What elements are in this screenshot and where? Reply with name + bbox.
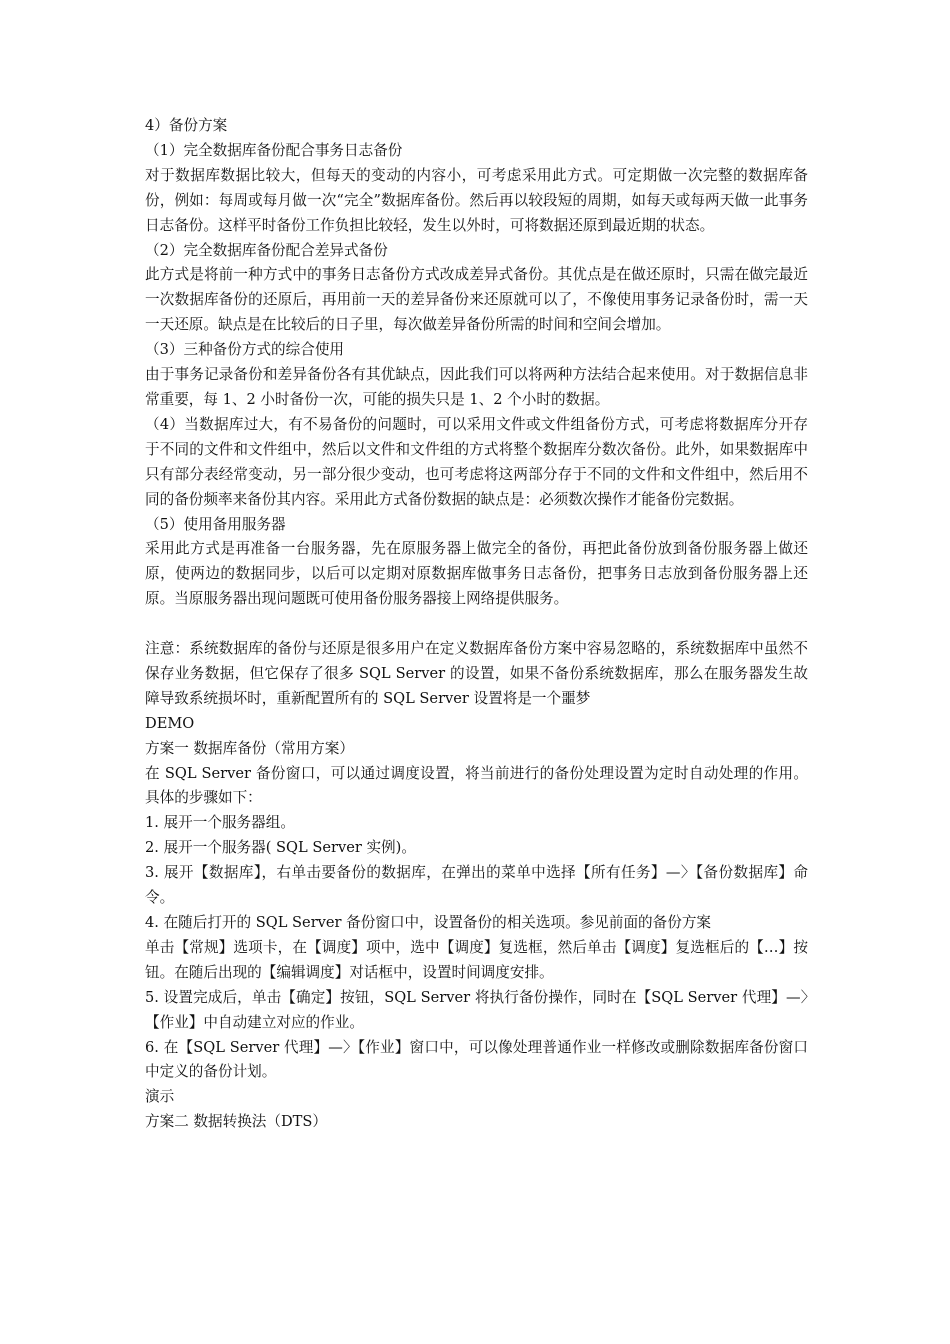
paragraph-standby-server: 采用此方式是再准备一台服务器，先在原服务器上做完全的备份，再把此备份放到备份服务器上做还原，使两边的数据同步，以后可以定期对原数据库做事务日志备份，把事务日志放到备份服务器上还原。当原服务器出现问题既可使用备份服务器接上网络提供服务。: [145, 540, 808, 608]
heading-plan-two: 方案二 数据转换法（DTS）: [145, 1113, 328, 1131]
paragraph-note-system-db: 注意：系统数据库的备份与还原是很多用户在定义数据库备份方案中容易忽略的，系统数据库中虽然不保存业务数据，但它保存了很多 SQL Server 的设置，如果不备份系统数据库，那么在服务器发生故障导致系统损坏时，重新配置所有的 SQL Server 设置将是一个噩梦: [145, 640, 808, 707]
paragraph-full-plus-differential: 此方式是将前一种方式中的事务日志备份方式改成差异式备份。其优点是在做还原时，只需在做完最近一次数据库备份的还原后，再用前一天的差异备份来还原就可以了，不像使用事务记录备份时，需一天一天还原。缺点是在比较后的日子里，每次做差异备份所需的时间和空间会增加。: [145, 266, 808, 334]
label-demo-chinese: 演示: [145, 1088, 175, 1106]
paragraph-file-group-backup: （4）当数据库过大，有不易备份的问题时，可以采用文件或文件组备份方式，可考虑将数据库分开存于不同的文件和文件组中，然后以文件和文件组的方式将整个数据库分数次备份。此外，如果数据库中只有部分表经常变动，另一部分很少变动，也可考虑将这两部分存于不同的文件和文件组中，然后用不同的备份频率来备份其内容。采用此方式备份数据的缺点是：必须数次操作才能备份完数据。: [145, 415, 808, 508]
subheading-combined-use: （3）三种备份方式的综合使用: [145, 341, 345, 359]
step-6: 6. 在【SQL Server 代理】—〉【作业】窗口中，可以像处理普通作业一样修改或删除数据库备份窗口中定义的备份计划。: [145, 1038, 808, 1081]
blank-line: [145, 612, 808, 637]
subheading-standby-server: （5）使用备用服务器: [145, 515, 286, 533]
step-2: 2. 展开一个服务器( SQL Server 实例)。: [145, 839, 416, 857]
paragraph-full-plus-log: 对于数据库数据比较大，但每天的变动的内容小，可考虑采用此方式。可定期做一次完整的数据库备份，例如：每周或每月做一次“完全”数据库备份。然后再以较段短的周期，如每天或每两天做一此事务日志备份。这样平时备份工作负担比较轻，发生以外时，可将数据还原到最近期的状态。: [145, 166, 808, 234]
paragraph-plan-one-intro: 在 SQL Server 备份窗口，可以通过调度设置，将当前进行的备份处理设置为定时自动处理的作用。具体的步骤如下：: [145, 764, 808, 807]
document-page: [145, 114, 808, 1135]
label-demo: DEMO: [145, 714, 195, 732]
step-3: 3. 展开【数据库】，右单击要备份的数据库，在弹出的菜单中选择【所有任务】—〉【备份数据库】命令。: [145, 864, 808, 907]
step-4-detail: 单击【常规】选项卡，在【调度】项中，选中【调度】复选框，然后单击【调度】复选框后的【…】按钮。在随后出现的【编辑调度】对话框中，设置时间调度安排。: [145, 938, 808, 981]
paragraph-combined-use: 由于事务记录备份和差异备份各有其优缺点，因此我们可以将两种方法结合起来使用。对于数据信息非常重要，每 1、2 小时备份一次，可能的损失只是 1、2 个小时的数据。: [145, 366, 808, 408]
section-heading-backup-plan: 4）备份方案: [145, 117, 228, 134]
subheading-full-plus-differential: （2）完全数据库备份配合差异式备份: [145, 241, 388, 259]
step-1: 1. 展开一个服务器组。: [145, 814, 295, 832]
step-5: 5. 设置完成后，单击【确定】按钮，SQL Server 将执行备份操作，同时在【SQL Server 代理】—〉【作业】中自动建立对应的作业。: [145, 988, 808, 1031]
heading-plan-one: 方案一 数据库备份（常用方案）: [145, 739, 354, 757]
subheading-full-plus-log: （1）完全数据库备份配合事务日志备份: [145, 141, 403, 159]
step-4: 4. 在随后打开的 SQL Server 备份窗口中，设置备份的相关选项。参见前面的备份方案: [145, 913, 712, 931]
